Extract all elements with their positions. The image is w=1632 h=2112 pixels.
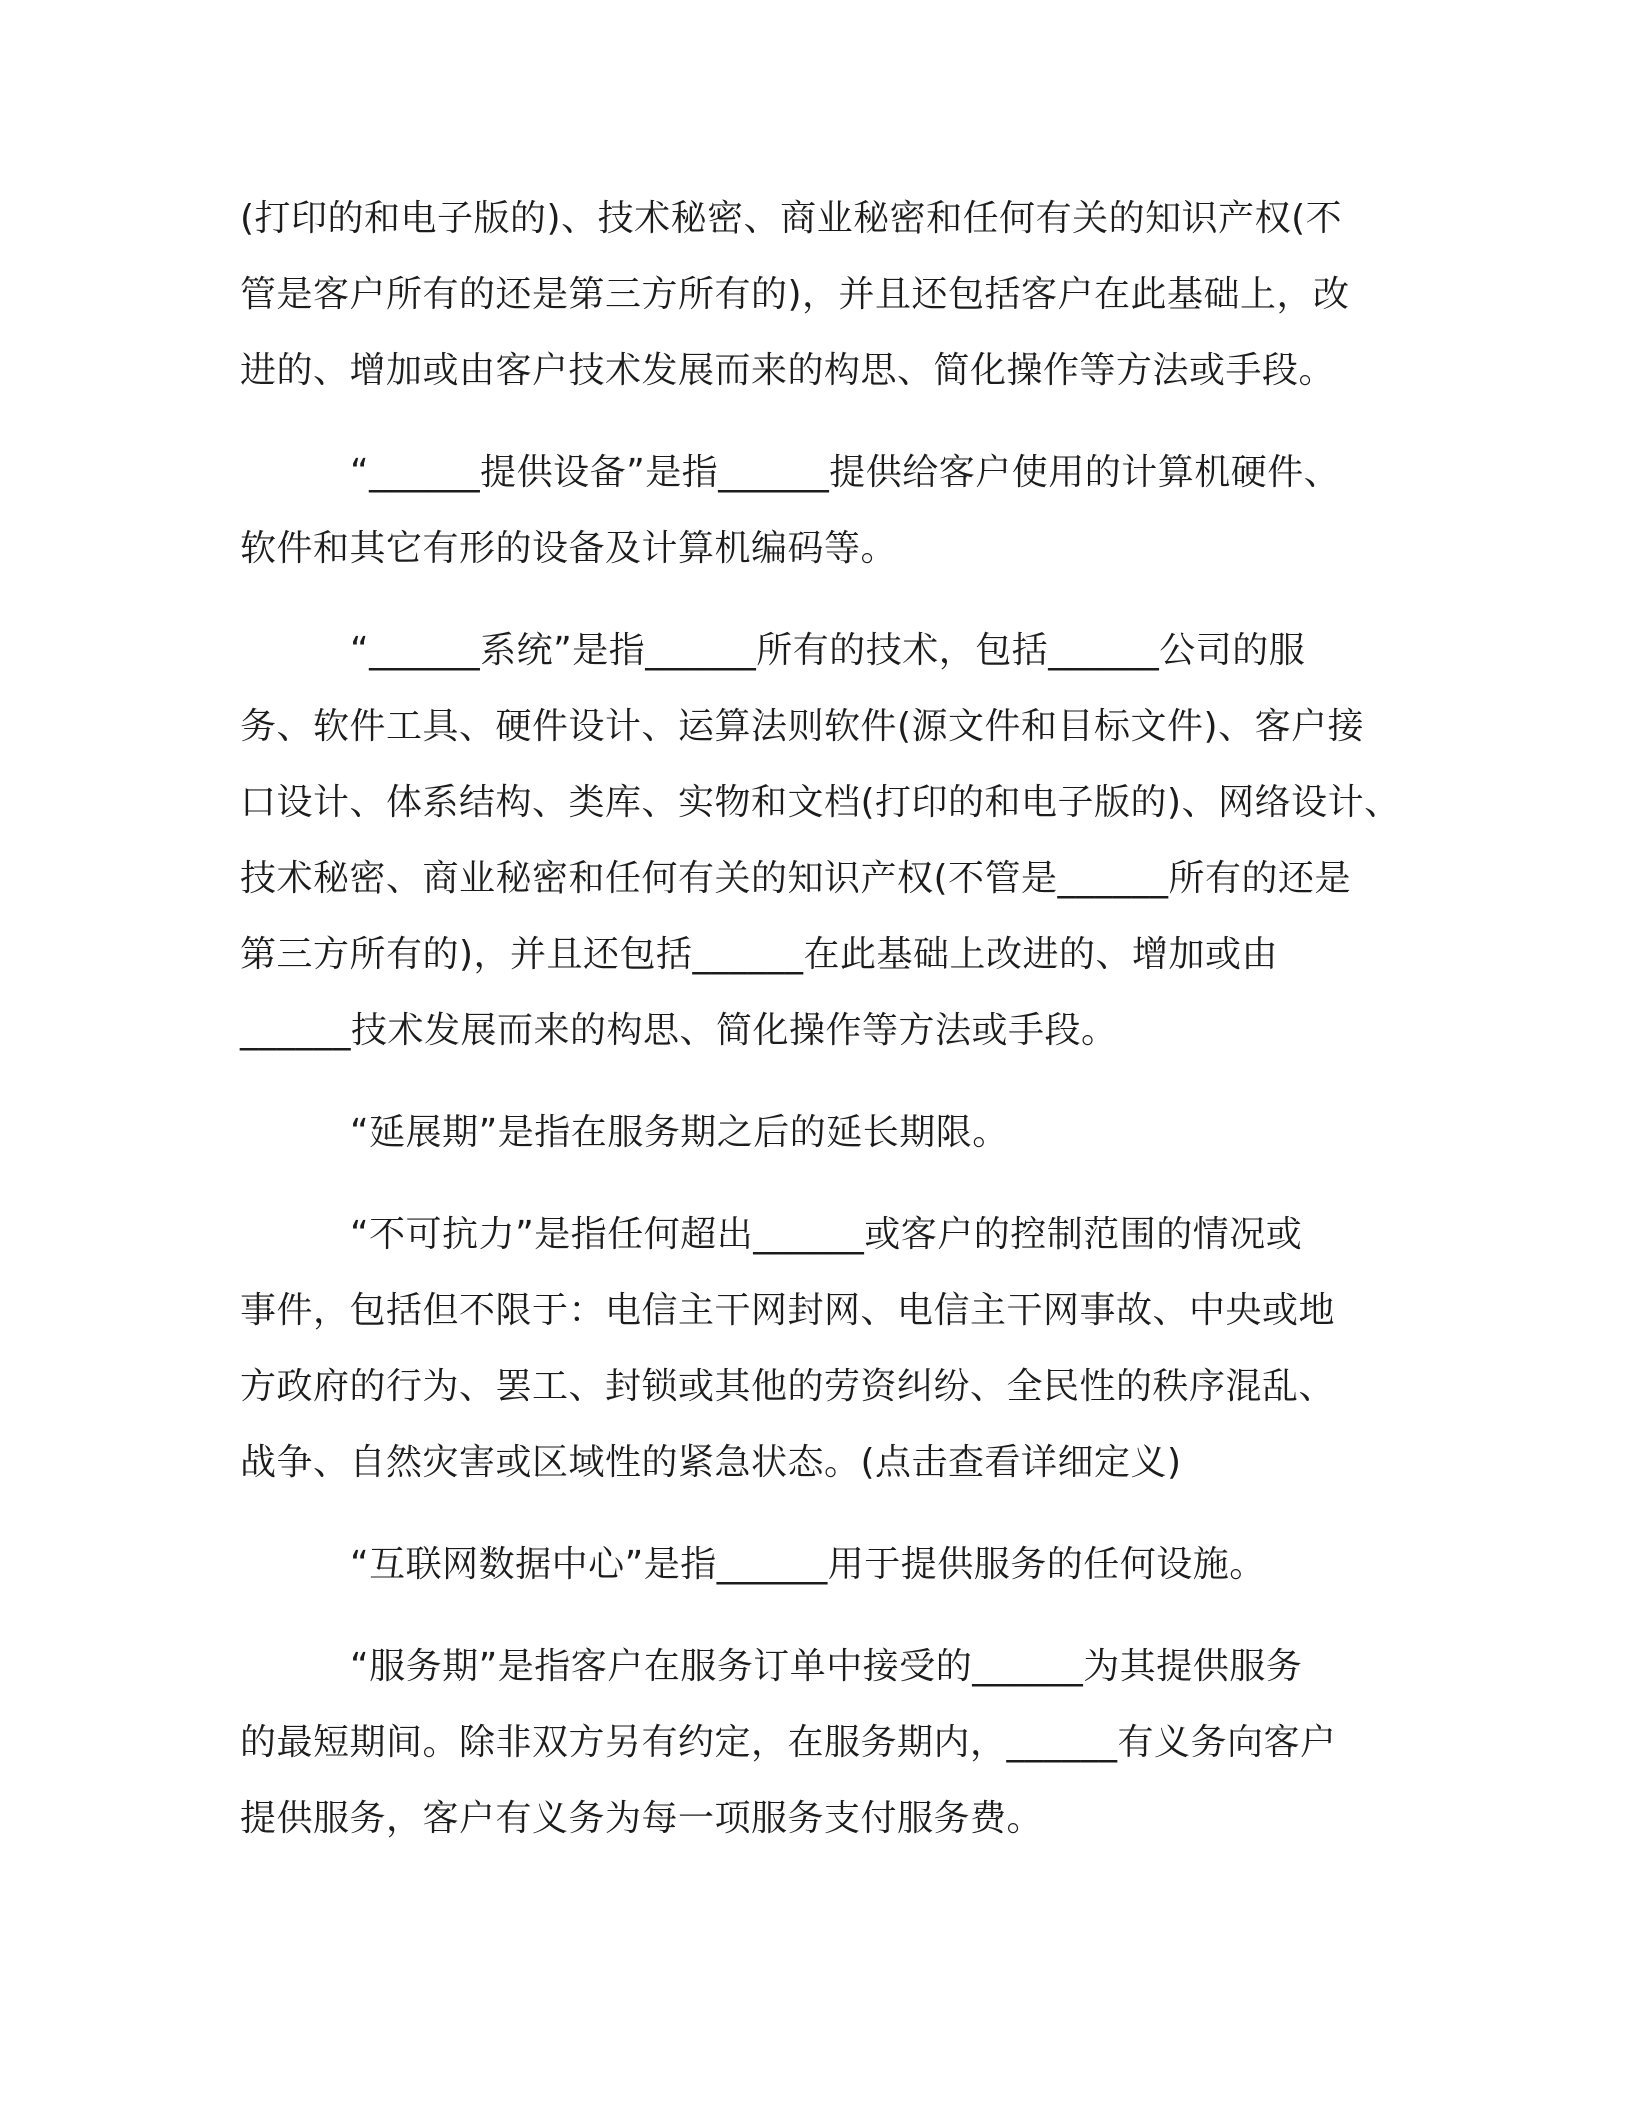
paragraph-line: 的最短期间。除非双方另有约定，在服务期内，______有义务向客户 bbox=[240, 1722, 1337, 1763]
paragraph-line: 管是客户所有的还是第三方所有的)，并且还包括客户在此基础上，改 bbox=[240, 274, 1350, 315]
paragraph-line: 技术秘密、商业秘密和任何有关的知识产权(不管是______所有的还是 bbox=[240, 858, 1352, 899]
paragraph-line: 务、软件工具、硬件设计、运算法则软件(源文件和目标文件)、客户接 bbox=[240, 706, 1365, 747]
paragraph-line: 提供服务，客户有义务为每一项服务支付服务费。 bbox=[240, 1798, 1044, 1839]
paragraph-line: “______提供设备”是指______提供给客户使用的计算机硬件、 bbox=[350, 452, 1341, 493]
paragraph-line: 进的、增加或由客户技术发展而来的构思、简化操作等方法或手段。 bbox=[240, 350, 1336, 391]
paragraph-line: (打印的和电子版的)、技术秘密、商业秘密和任何有关的知识产权(不 bbox=[240, 198, 1343, 239]
paragraph-line: “延展期”是指在服务期之后的延长期限。 bbox=[350, 1112, 1009, 1153]
paragraph-line: 方政府的行为、罢工、封锁或其他的劳资纠纷、全民性的秩序混乱、 bbox=[240, 1366, 1336, 1407]
paragraph-line: “不可抗力”是指任何超出______或客户的控制范围的情况或 bbox=[350, 1214, 1303, 1255]
paragraph-line: ______技术发展而来的构思、简化操作等方法或手段。 bbox=[240, 1010, 1118, 1051]
paragraph-line: 软件和其它有形的设备及计算机编码等。 bbox=[240, 528, 898, 569]
paragraph-line: 口设计、体系结构、类库、实物和文档(打印的和电子版的)、网络设计、 bbox=[240, 782, 1401, 823]
paragraph-line: 战争、自然灾害或区域性的紧急状态。(点击查看详细定义) bbox=[240, 1442, 1182, 1483]
paragraph-line: “服务期”是指客户在服务订单中接受的______为其提供服务 bbox=[350, 1646, 1303, 1687]
paragraph-line: “互联网数据中心”是指______用于提供服务的任何设施。 bbox=[350, 1544, 1266, 1585]
paragraph-line: 第三方所有的)，并且还包括______在此基础上改进的、增加或由 bbox=[240, 934, 1279, 975]
paragraph-line: “______系统”是指______所有的技术，包括______公司的服 bbox=[350, 630, 1306, 671]
paragraph-line: 事件，包括但不限于：电信主干网封网、电信主干网事故、中央或地 bbox=[240, 1290, 1336, 1331]
